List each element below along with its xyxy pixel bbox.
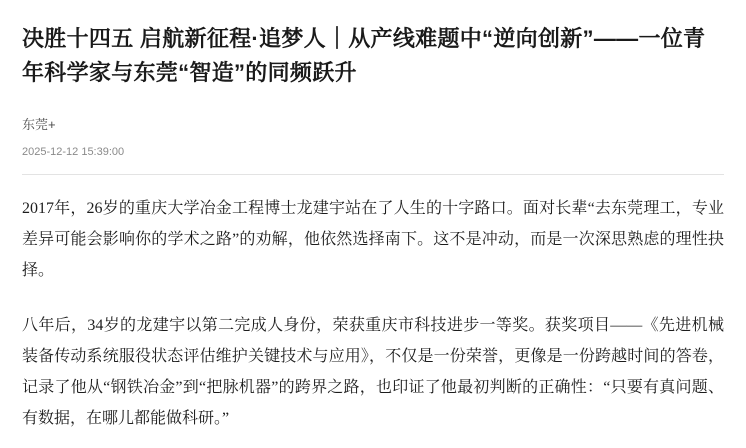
article-paragraph-2: 八年后，34岁的龙建宇以第二完成人身份，荣获重庆市科技进步一等奖。获奖项目——《先进机械装备传动系统服役状态评估维护关键技术与应用》，不仅是一份荣誉，更像是一份跨越时间的答卷，记录了他从“钢铁冶金”到“把脉机器”的跨界之路，也印证了他最初判断的正确性：“只要有真问题、有数据，在哪儿都能做科研。” [22, 317, 724, 427]
article-paragraph-1: 2017年，26岁的重庆大学冶金工程博士龙建宇站在了人生的十字路口。面对长辈“去东莞理工，专业差异可能会影响你的学术之路”的劝解，他依然选择南下。这不是冲动，而是一次深思熟虑的理性抉择。 [22, 200, 724, 279]
header-divider [22, 174, 724, 175]
article-timestamp: 2025-12-12 15:39:00 [22, 146, 125, 158]
page-title: 决胜十四五 启航新征程·追梦人｜从产线难题中“逆向创新”——一位青年科学家与东莞“智造”的同频跃升 [22, 26, 706, 85]
article-source: 东莞+ [22, 117, 56, 132]
